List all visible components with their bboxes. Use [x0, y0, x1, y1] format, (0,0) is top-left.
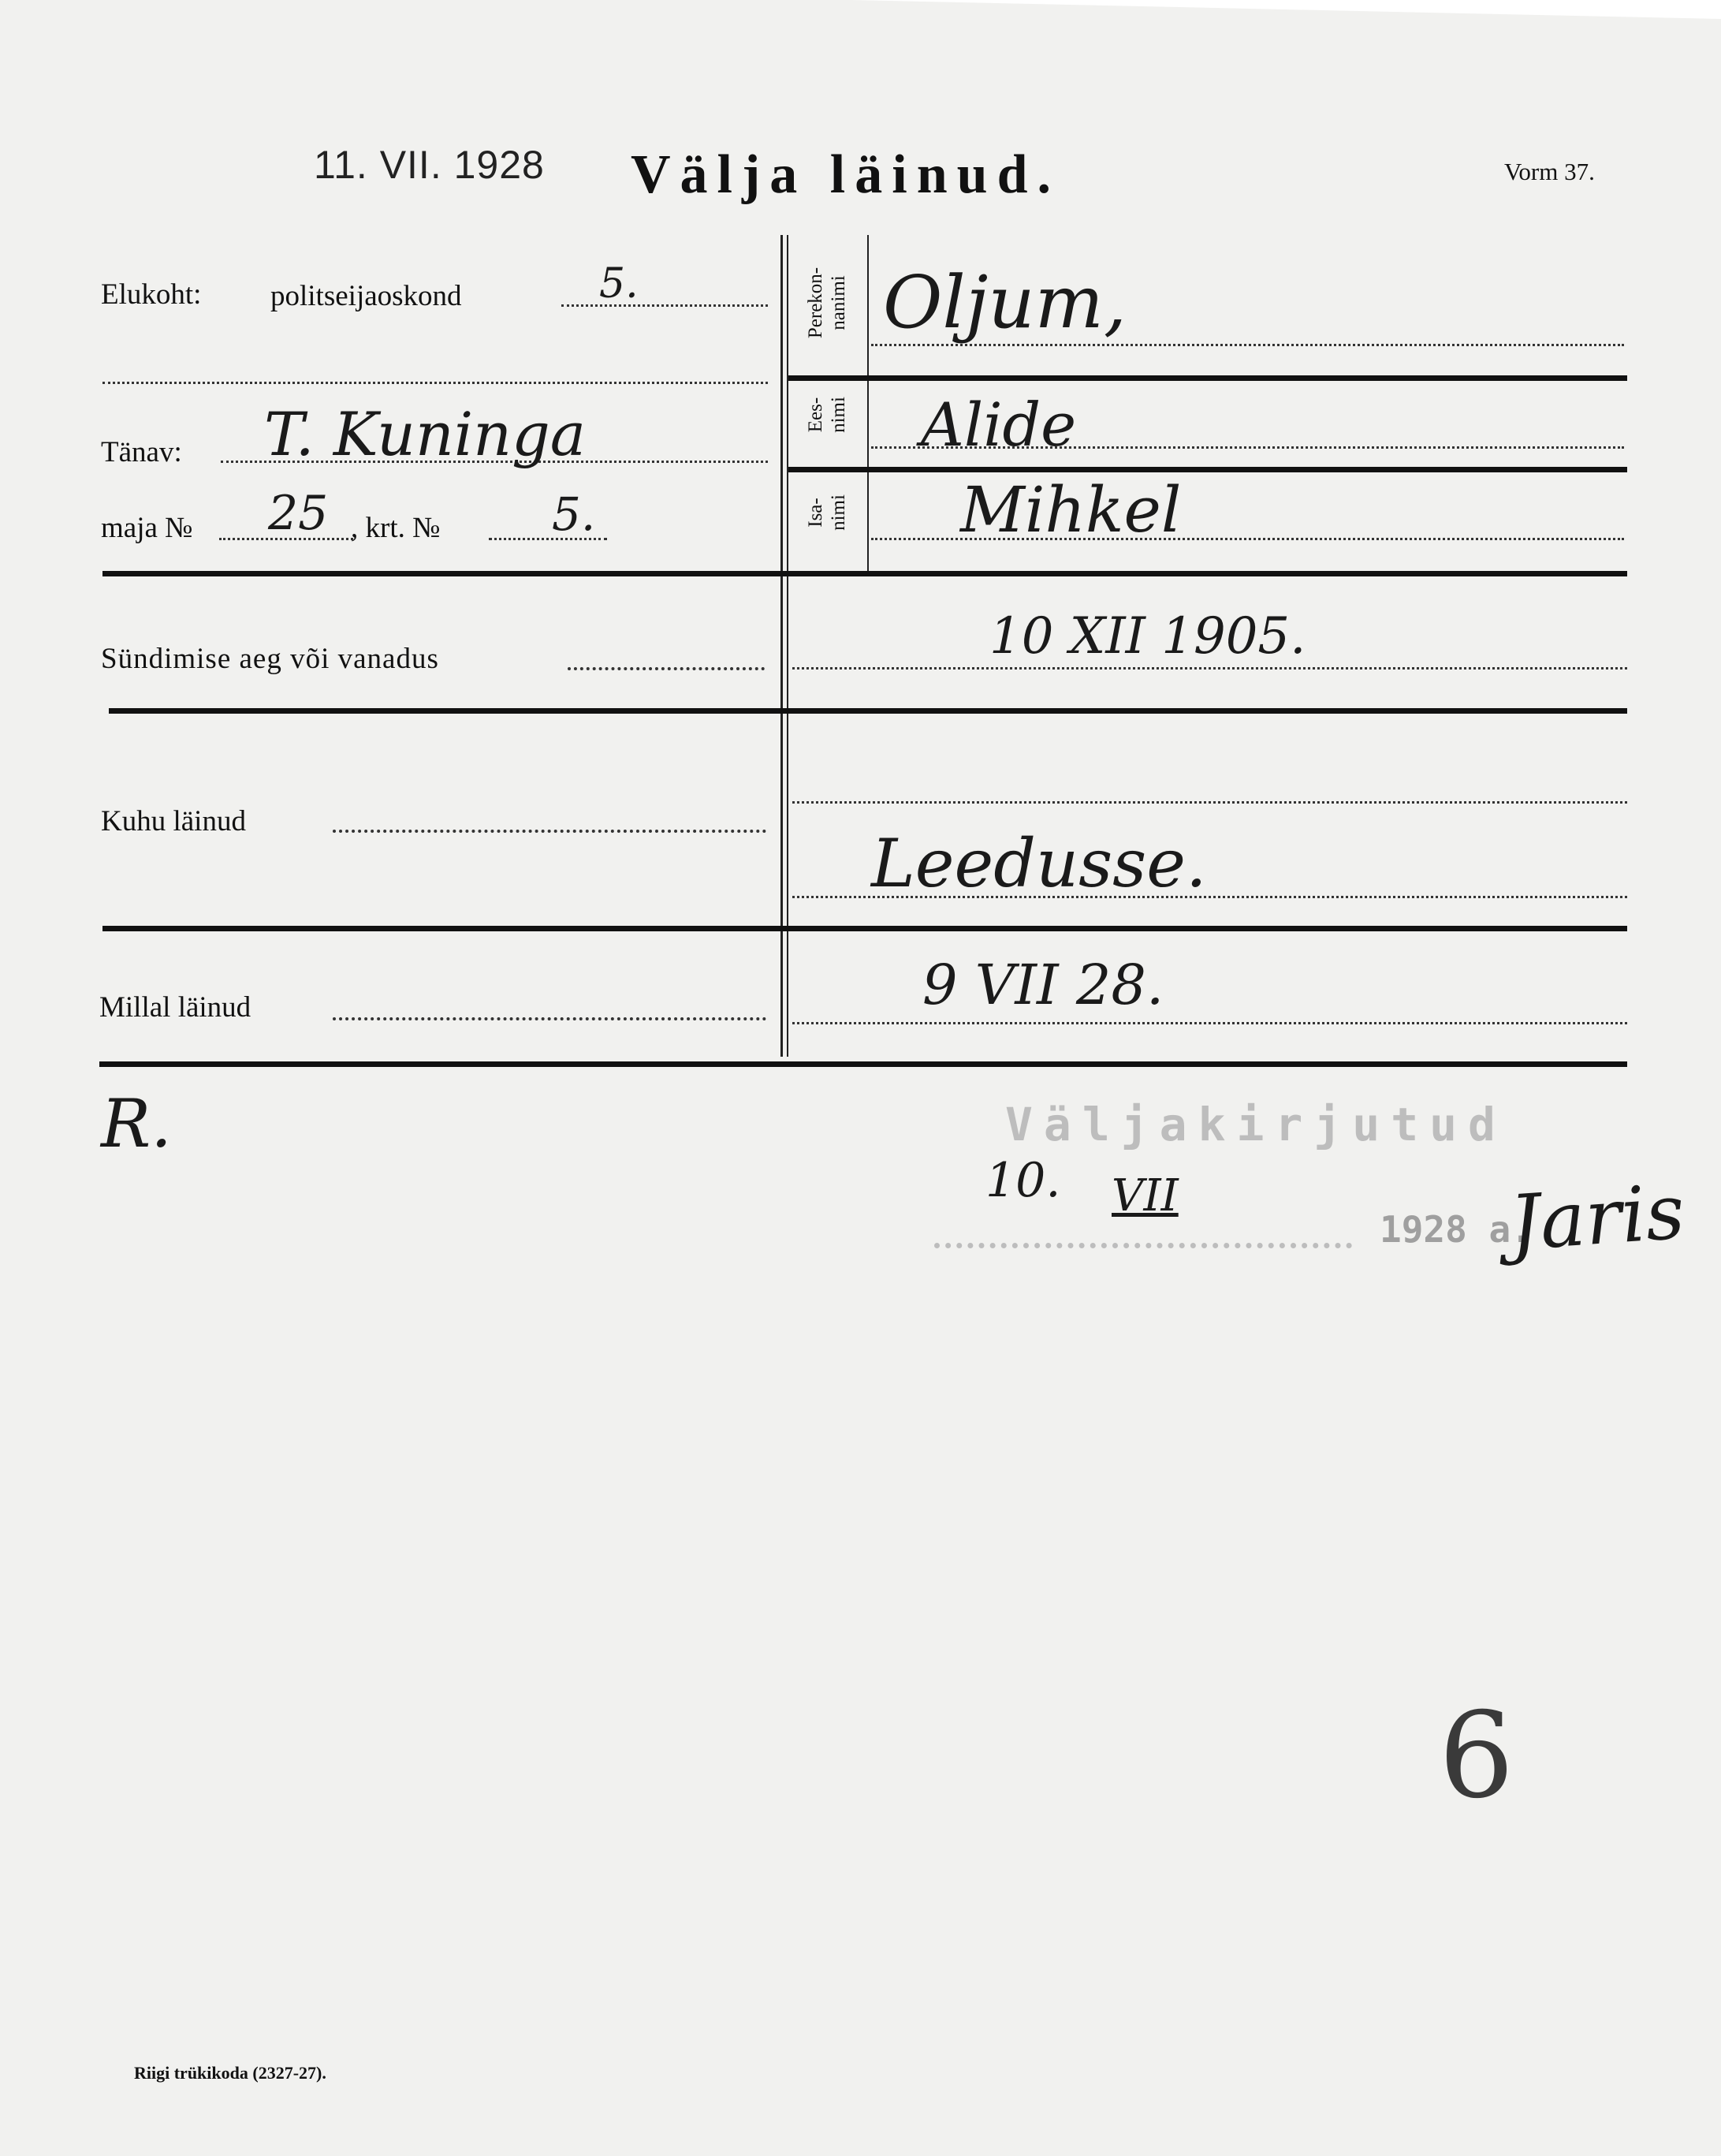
eesnimi-label-line1: Ees- — [805, 397, 826, 433]
stamp-date-dotted-line — [934, 1243, 1352, 1248]
birth-rule — [109, 708, 1627, 714]
destination-dotted-line-upper — [792, 801, 1627, 804]
date-stamp: 11. VII. 1928 — [314, 143, 545, 187]
signature: Jaris — [1507, 1167, 1688, 1268]
politseijaoskond-value: 5. — [599, 260, 639, 308]
tanav-label: Tänav: — [101, 436, 182, 468]
name-block-rule — [102, 571, 1627, 576]
isanimi-label — [804, 477, 851, 548]
column-divider-outer — [780, 235, 783, 1057]
eesnimi-label — [804, 379, 851, 450]
eesnimi-label-line2: nimi — [828, 397, 849, 433]
birth-value: 10 XII 1905. — [989, 607, 1306, 666]
isanimi-label-line2: nimi — [828, 494, 849, 531]
stamp-year: 1928 a. — [1380, 1208, 1533, 1251]
perekonnanimi-label-line1: Perekon- — [805, 267, 826, 339]
perekonnanimi-label — [804, 236, 851, 370]
form-title: Välja läinud. — [631, 144, 1060, 205]
departure-value: 9 VII 28. — [922, 953, 1164, 1017]
tanav-value: T. Kuninga — [264, 399, 587, 469]
maja-label: maja № — [101, 512, 193, 544]
perekonnanimi-label-line2: nanimi — [828, 275, 849, 330]
maja-value: 25 — [268, 486, 329, 541]
corner-number: 6 — [1439, 1688, 1514, 1825]
millal-dotted-line — [333, 1017, 766, 1020]
kuhu-label: Kuhu läinud — [101, 805, 246, 837]
isanimi-dotted-line — [871, 538, 1624, 540]
destination-rule — [102, 926, 1627, 931]
eesnimi-dotted-line — [871, 446, 1624, 449]
stamp-day: 10. — [985, 1153, 1061, 1208]
eesnimi-rule — [788, 467, 1627, 472]
krt-value: 5. — [552, 487, 596, 541]
stamp-month: VII — [1112, 1170, 1179, 1222]
form-number: Vorm 37. — [1504, 158, 1595, 185]
eesnimi-value: Alide — [921, 390, 1077, 460]
birth-dotted-line — [792, 667, 1627, 670]
politseijaoskond-dotted-line — [561, 304, 768, 307]
isanimi-label-line1: Isa- — [805, 498, 826, 528]
sundimise-dotted-line — [568, 667, 765, 670]
sundimise-label: Sündimise aeg või vanadus — [101, 643, 439, 675]
isanimi-value: Mihkel — [960, 473, 1182, 546]
destination-value: Leedusse. — [871, 825, 1207, 902]
millal-label: Millal läinud — [99, 991, 251, 1024]
label-column-divider — [867, 235, 869, 573]
destination-dotted-line-lower — [792, 896, 1627, 898]
column-divider-inner — [787, 235, 788, 1057]
departure-rule — [99, 1061, 1627, 1067]
perekonnanimi-dotted-line — [871, 344, 1624, 346]
krt-label: , krt. № — [351, 512, 441, 544]
handwritten-mark: R. — [101, 1085, 172, 1162]
address-extra-dotted-line — [102, 382, 768, 384]
departure-dotted-line — [792, 1022, 1627, 1024]
torn-corner — [851, 0, 1721, 95]
stamp-title: Väljakirjutud — [1005, 1098, 1507, 1151]
perekonnanimi-rule — [788, 375, 1627, 381]
perekonnanimi-value: Oljum, — [883, 260, 1127, 345]
elukoht-label: Elukoht: — [101, 278, 202, 311]
kuhu-dotted-line — [333, 830, 766, 833]
politseijaoskond-label: politseijaoskond — [270, 280, 462, 312]
printer-imprint: Riigi trükikoda (2327-27). — [134, 2063, 326, 2083]
